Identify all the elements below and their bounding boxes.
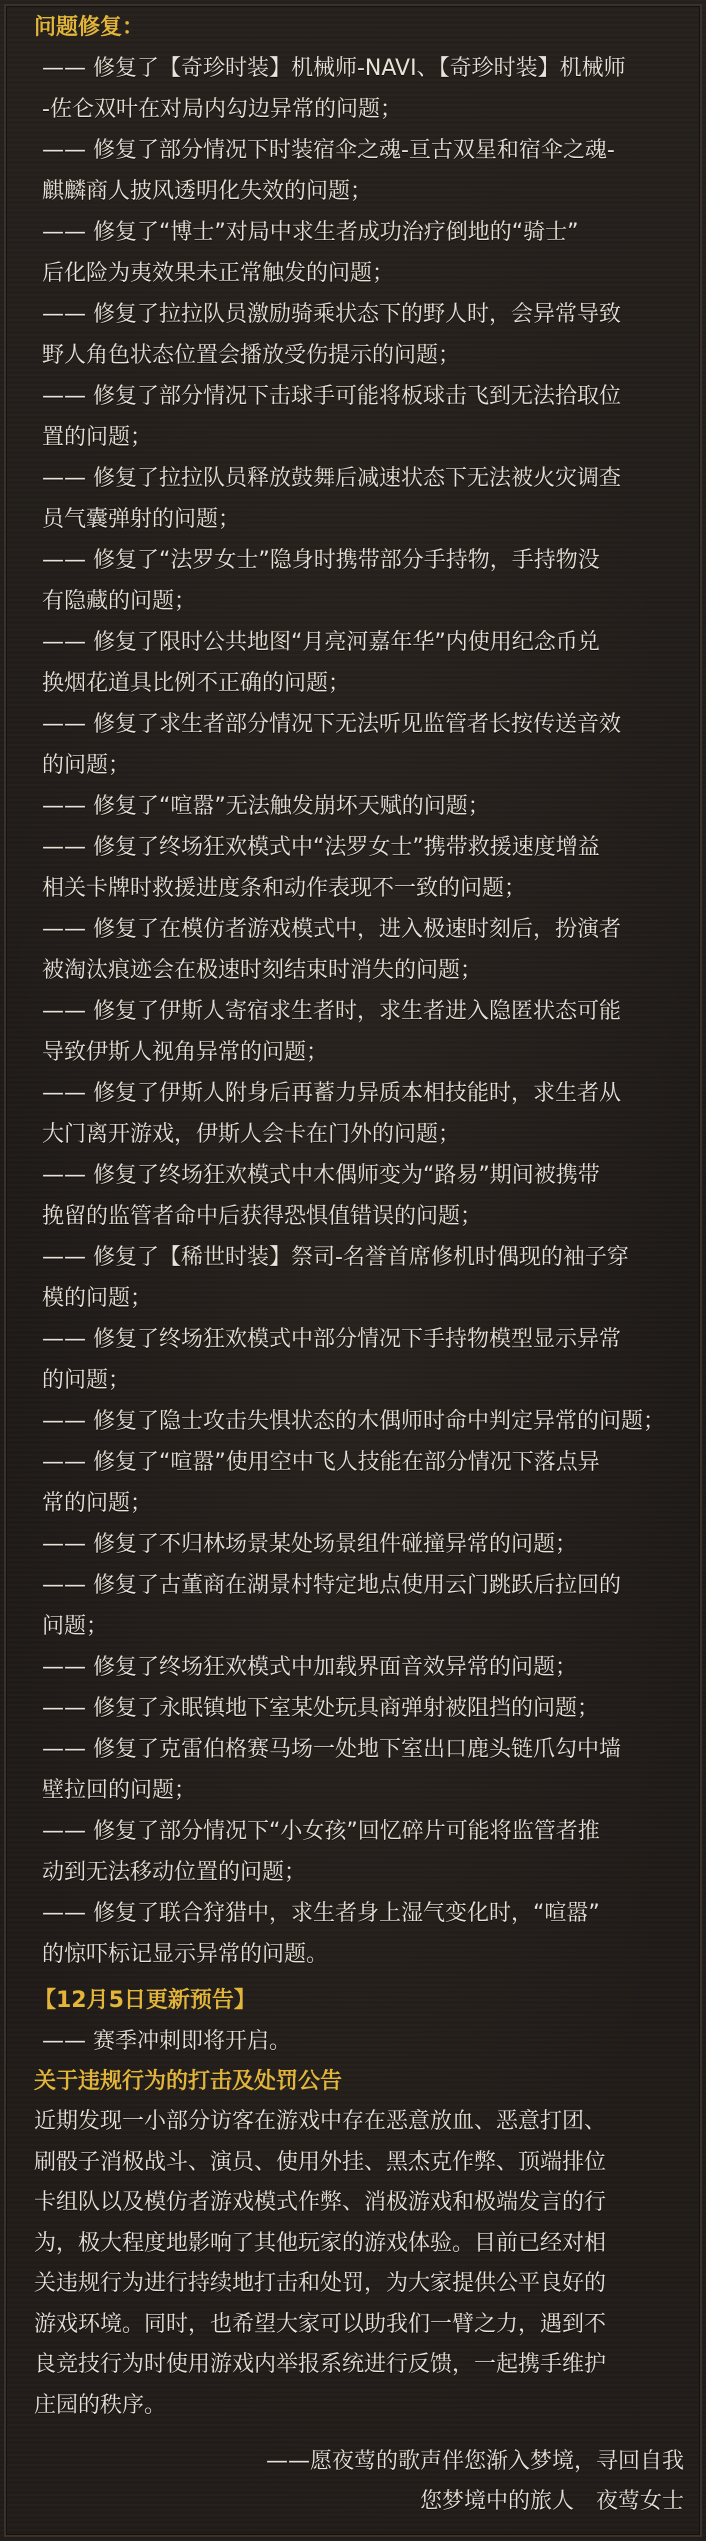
- fix-line: 的问题；: [42, 753, 131, 778]
- fix-line: —— 修复了“喧嚣”无法触发崩坏天赋的问题；: [42, 794, 490, 819]
- fix-section-title: 问题修复：: [34, 15, 145, 40]
- notice-section-title: 关于违规行为的打击及处罚公告: [34, 2069, 343, 2094]
- fix-line: —— 修复了【奇珍时装】机械师-NAVI、【奇珍时装】机械师: [42, 56, 626, 81]
- fix-line: —— 修复了拉拉队员激励骑乘状态下的野人时，会异常导致: [42, 302, 621, 327]
- fix-line: —— 修复了“法罗女士”隐身时携带部分手持物，手持物没: [42, 548, 600, 573]
- fix-line: —— 修复了部分情况下时装宿伞之魂-亘古双星和宿伞之魂-: [42, 138, 615, 163]
- fix-line: —— 修复了【稀世时装】祭司-名誉首席修机时偶现的袖子穿: [42, 1245, 629, 1270]
- fix-line: 后化险为夷效果未正常触发的问题；: [42, 261, 395, 286]
- notice-line: 刷骰子消极战斗、演员、使用外挂、黑杰克作弊、顶端排位: [34, 2149, 607, 2175]
- fix-line: —— 修复了永眠镇地下室某处玩具商弹射被阻挡的问题；: [42, 1696, 599, 1721]
- preview-section-title: 【12月5日更新预告】: [34, 1988, 256, 2013]
- notice-line: 为，极大程度地影响了其他玩家的游戏体验。目前已经对相: [34, 2230, 607, 2256]
- notice-line: 近期发现一小部分访客在游戏中存在恶意放血、恶意打团、: [34, 2109, 607, 2134]
- fix-line: —— 修复了“博士”对局中求生者成功治疗倒地的“骑士”: [42, 220, 579, 245]
- fix-line: 员气囊弹射的问题；: [42, 507, 241, 532]
- signature-line-2: 您梦境中的旅人 夜莺女士: [419, 2489, 684, 2514]
- fix-line: —— 修复了终场狂欢模式中加载界面音效异常的问题；: [42, 1655, 577, 1680]
- fix-line: 置的问题；: [42, 425, 153, 450]
- signature: [34, 2442, 688, 2522]
- fix-line: 野人角色状态位置会播放受伤提示的问题；: [42, 343, 461, 368]
- notice-line: 关违规行为进行持续地打击和处罚，为大家提供公平良好的: [34, 2271, 607, 2296]
- fix-section: [34, 8, 688, 1975]
- fix-list: [34, 48, 688, 1975]
- fix-line: 动到无法移动位置的问题；: [42, 1860, 307, 1885]
- fix-line: —— 修复了在模仿者游戏模式中，进入极速时刻后，扮演者: [42, 917, 621, 942]
- fix-line: 挽留的监管者命中后获得恐惧值错误的问题；: [42, 1204, 483, 1229]
- fix-line: —— 修复了联合狩猎中，求生者身上湿气变化时，“喧嚣”: [42, 1901, 600, 1926]
- fix-line: —— 修复了终场狂欢模式中木偶师变为“路易”期间被携带: [42, 1163, 600, 1188]
- fix-line: 导致伊斯人视角异常的问题；: [42, 1040, 329, 1065]
- fix-line: —— 修复了伊斯人寄宿求生者时，求生者进入隐匿状态可能: [42, 999, 621, 1024]
- fix-line: —— 修复了部分情况下击球手可能将板球击飞到无法拾取位: [42, 384, 621, 409]
- preview-section: [34, 1981, 688, 2062]
- fix-line: —— 修复了拉拉队员释放鼓舞后减速状态下无法被火灾调查: [42, 466, 621, 491]
- fix-line: 问题；: [42, 1614, 109, 1639]
- fix-line: —— 修复了伊斯人附身后再蓄力异质本相技能时，求生者从: [42, 1081, 621, 1106]
- fix-line: 换烟花道具比例不正确的问题；: [42, 671, 351, 696]
- fix-line: —— 修复了部分情况下“小女孩”回忆碎片可能将监管者推: [42, 1819, 600, 1844]
- fix-line: 有隐藏的问题；: [42, 589, 197, 614]
- notice-line: 良竞技行为时使用游戏内举报系统进行反馈，一起携手维护: [34, 2352, 607, 2377]
- fix-line: 模的问题；: [42, 1286, 153, 1311]
- fix-line: —— 修复了求生者部分情况下无法听见监管者长按传送音效: [42, 712, 621, 737]
- notice-section: [34, 2062, 688, 2426]
- fix-line: —— 修复了隐士攻击失惧状态的木偶师时命中判定异常的问题；: [42, 1409, 665, 1434]
- fix-line: 的问题；: [42, 1368, 131, 1393]
- fix-line: —— 修复了克雷伯格赛马场一处地下室出口鹿头链爪勾中墙: [42, 1737, 621, 1762]
- fix-line: 麒麟商人披风透明化失效的问题；: [42, 179, 373, 204]
- fix-line: —— 修复了古董商在湖景村特定地点使用云门跳跃后拉回的: [42, 1573, 621, 1598]
- notice-line: 卡组队以及模仿者游戏模式作弊、消极游戏和极端发言的行: [34, 2190, 607, 2215]
- fix-line: —— 修复了“喧嚣”使用空中飞人技能在部分情况下落点异: [42, 1450, 600, 1475]
- fix-line: 常的问题；: [42, 1491, 153, 1516]
- notice-line: 游戏环境。同时，也希望大家可以助我们一臂之力，遇到不: [34, 2311, 607, 2337]
- fix-line: 相关卡牌时救援进度条和动作表现不一致的问题；: [42, 876, 527, 901]
- notice-line: 庄园的秩序。: [34, 2392, 167, 2418]
- fix-line: —— 修复了终场狂欢模式中部分情况下手持物模型显示异常: [42, 1327, 621, 1352]
- fix-line: 的惊吓标记显示异常的问题。: [42, 1942, 329, 1967]
- fix-line: -佐仑双叶在对局内勾边异常的问题；: [42, 97, 402, 122]
- fix-line: —— 修复了终场狂欢模式中“法罗女士”携带救援速度增益: [42, 835, 600, 860]
- fix-line: 大门离开游戏，伊斯人会卡在门外的问题；: [42, 1122, 461, 1147]
- preview-line: —— 赛季冲刺即将开启。: [42, 2029, 291, 2054]
- fix-line: 被淘汰痕迹会在极速时刻结束时消失的问题；: [42, 958, 483, 983]
- signature-line-1: ——愿夜莺的歌声伴您渐入梦境，寻回自我: [265, 2449, 684, 2474]
- fix-line: —— 修复了不归林场景某处场景组件碰撞异常的问题；: [42, 1532, 577, 1557]
- fix-line: 壁拉回的问题；: [42, 1778, 197, 1803]
- fix-line: —— 修复了限时公共地图“月亮河嘉年华”内使用纪念币兑: [42, 630, 600, 655]
